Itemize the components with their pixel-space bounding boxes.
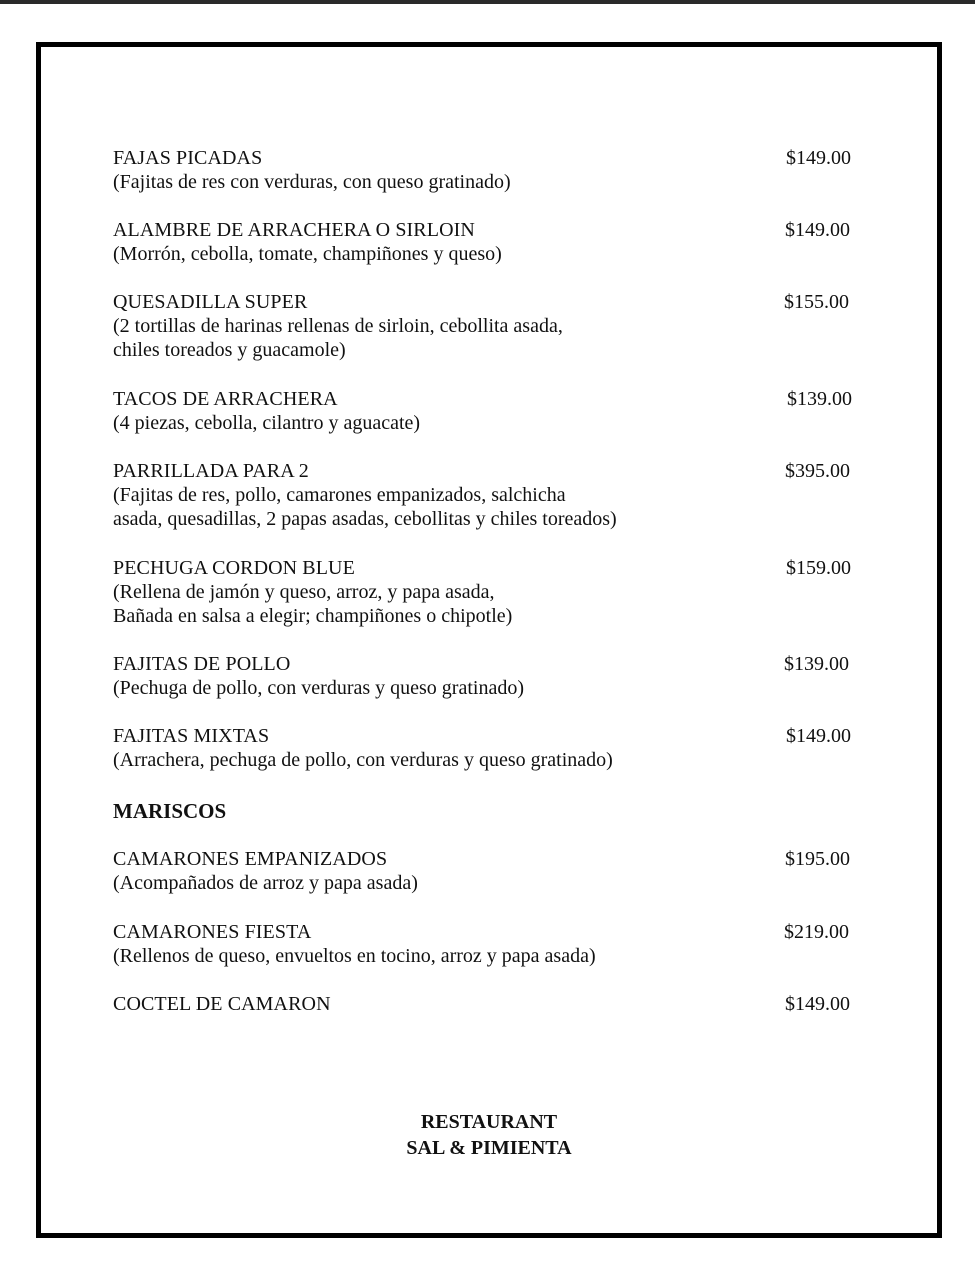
item-price: $149.00 <box>786 147 851 169</box>
footer-line-2: SAL & PIMIENTA <box>406 1137 572 1159</box>
item-description: (Acompañados de arroz y papa asada) <box>113 872 418 894</box>
item-name: CAMARONES EMPANIZADOS <box>113 848 388 870</box>
item-name: QUESADILLA SUPER <box>113 291 308 313</box>
item-name: PARRILLADA PARA 2 <box>113 460 309 482</box>
item-description: (2 tortillas de harinas rellenas de sirloin, cebollita asada, chiles toreados y guacamole) <box>113 315 563 361</box>
item-description: (Fajitas de res, pollo, camarones empanizados, salchicha asada, quesadillas, 2 papas asadas, cebollitas y chiles toreados) <box>113 484 617 530</box>
item-price: $195.00 <box>785 848 850 870</box>
menu-item <box>113 847 853 895</box>
item-price: $159.00 <box>786 557 851 579</box>
item-description: (Morrón, cebolla, tomate, champiñones y queso) <box>113 243 502 265</box>
item-name: FAJITAS DE POLLO <box>113 653 291 675</box>
item-name: ALAMBRE DE ARRACHERA O SIRLOIN <box>113 219 475 241</box>
restaurant-name <box>41 1109 937 1161</box>
item-price: $155.00 <box>784 291 849 313</box>
item-price: $139.00 <box>784 653 849 675</box>
item-description: (Pechuga de pollo, con verduras y queso gratinado) <box>113 677 524 699</box>
menu-item <box>113 387 853 435</box>
item-name: FAJAS PICADAS <box>113 147 263 169</box>
section-heading-mariscos: MARISCOS <box>113 799 227 823</box>
item-description: (Fajitas de res con verduras, con queso gratinado) <box>113 171 511 193</box>
item-name: PECHUGA CORDON BLUE <box>113 557 355 579</box>
footer-line-1: RESTAURANT <box>420 1111 558 1133</box>
item-name: TACOS DE ARRACHERA <box>113 388 338 410</box>
item-description: (Arrachera, pechuga de pollo, con verduras y queso gratinado) <box>113 749 613 771</box>
menu-item <box>113 920 853 968</box>
item-price: $149.00 <box>785 219 850 241</box>
item-price: $149.00 <box>785 993 850 1015</box>
menu-page <box>36 42 942 1238</box>
item-description: (4 piezas, cebolla, cilantro y aguacate) <box>113 412 421 434</box>
item-description: (Rellena de jamón y queso, arroz, y papa asada, Bañada en salsa a elegir; champiñones o chipotle) <box>113 581 513 627</box>
menu-item <box>113 459 853 531</box>
menu-item <box>113 218 853 266</box>
menu-item <box>113 652 853 700</box>
menu-item <box>113 992 853 1016</box>
menu-item <box>113 290 853 362</box>
item-price: $139.00 <box>787 388 852 410</box>
item-name: COCTEL DE CAMARON <box>113 993 331 1015</box>
item-price: $395.00 <box>785 460 850 482</box>
menu-item <box>113 146 853 194</box>
menu-item <box>113 556 853 628</box>
top-edge-bar <box>0 0 975 4</box>
item-name: FAJITAS MIXTAS <box>113 725 270 747</box>
item-name: CAMARONES FIESTA <box>113 921 312 943</box>
item-price: $149.00 <box>786 725 851 747</box>
item-description: (Rellenos de queso, envueltos en tocino, arroz y papa asada) <box>113 945 596 967</box>
menu-item <box>113 724 853 772</box>
item-price: $219.00 <box>784 921 849 943</box>
